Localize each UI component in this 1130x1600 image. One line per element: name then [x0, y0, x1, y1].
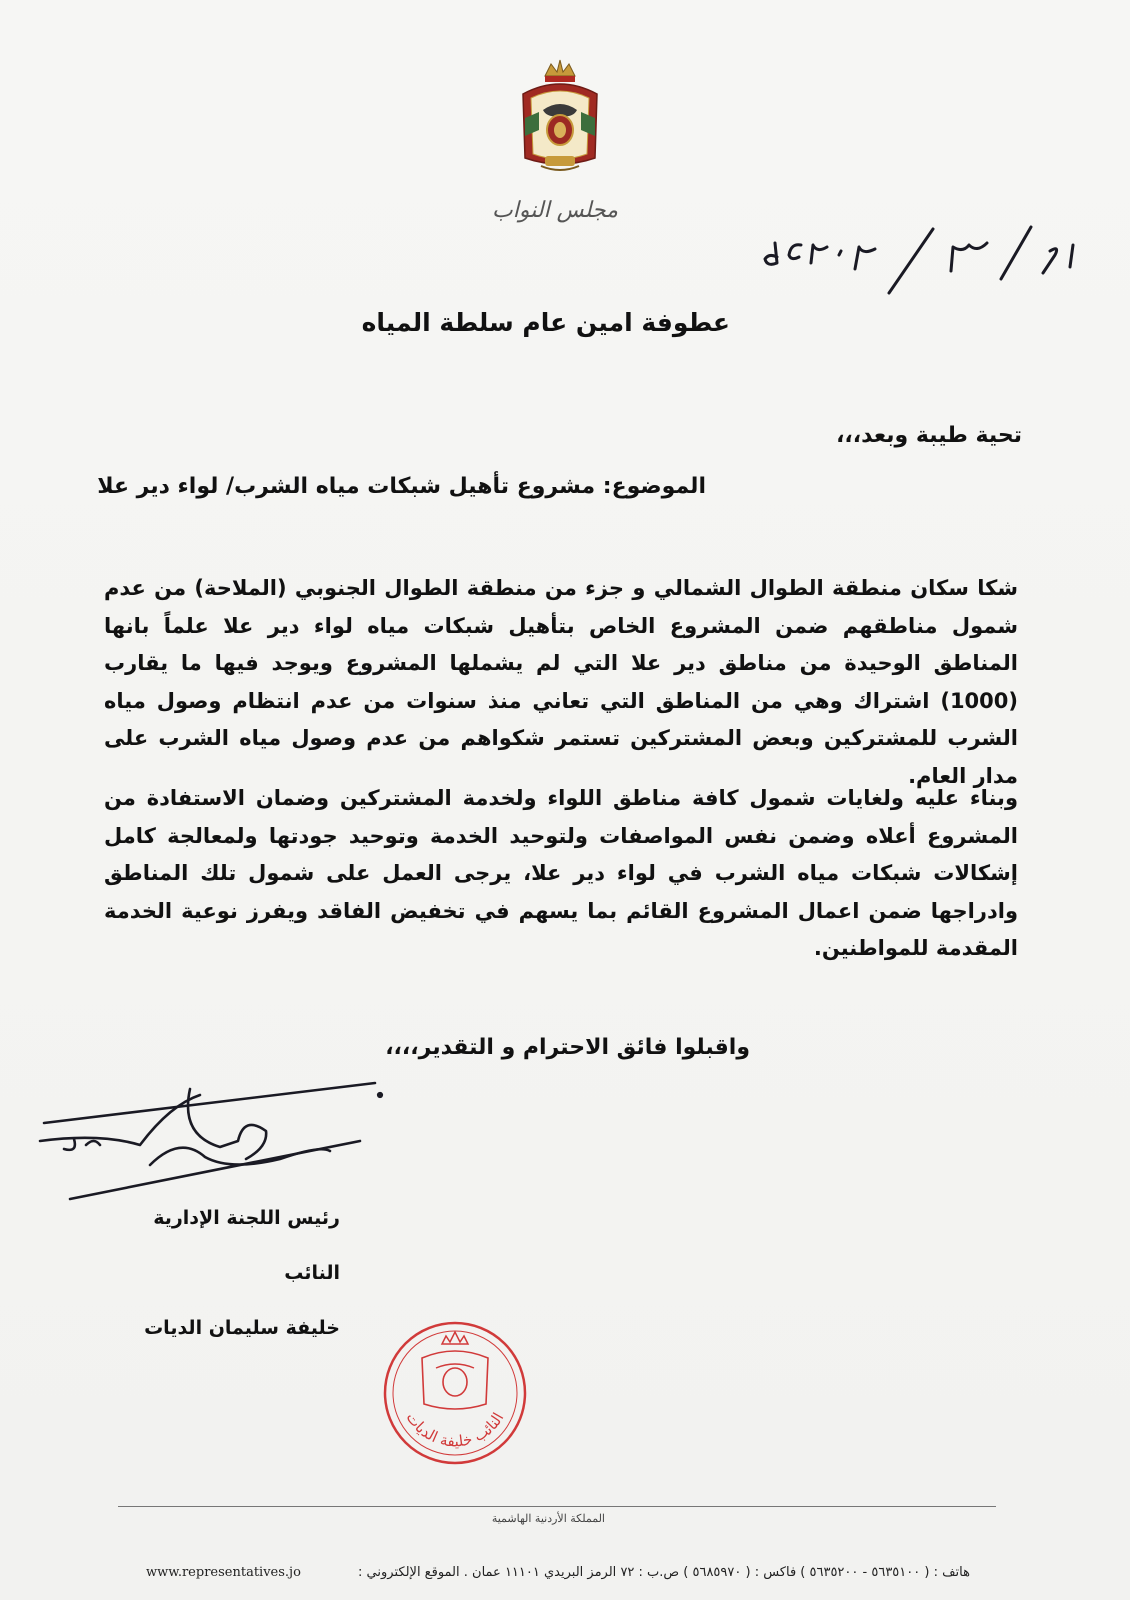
council-name [492, 198, 618, 238]
svg-text:النائب خليفة الديات [402, 1409, 507, 1451]
footer-divider [118, 1506, 996, 1507]
handwritten-signature [30, 1075, 400, 1205]
subject-line: الموضوع: مشروع تأهيل شبكات مياه الشرب/ لواء دير علا [97, 474, 706, 499]
closing-line: واقبلوا فائق الاحترام و التقدير،،،، [385, 1035, 750, 1060]
stamp-text: النائب خليفة الديات [402, 1408, 508, 1451]
footer-org: المملكة الأردنية الهاشمية [491, 1512, 605, 1525]
handwritten-date [755, 215, 1085, 305]
signatory-title: رئيس اللجنة الإدارية [153, 1207, 340, 1229]
signatory-name: خليفة سليمان الديات [144, 1317, 340, 1339]
footer-contact: هاتف : ( ٥٦٣٥١٠٠ - ٥٦٣٥٢٠٠ ) فاكس : ( ٥٦٨٥٩٧٠ ) ص.ب : ٧٢ الرمز البريدي ١١١٠١ عمان . الموقع الإلكتروني : [358, 1565, 970, 1580]
official-stamp-icon [380, 1318, 530, 1468]
footer-website-link[interactable]: www.representatives.jo [146, 1565, 301, 1580]
body-paragraph-1: شكا سكان منطقة الطوال الشمالي و جزء من منطقة الطوال الجنوبي (الملاحة) من عدم شمول مناطقهم ضمن المشروع الخاص بتأهيل شبكات مياه لواء دير علا علماً بانها المناطق الوحيدة من مناطق دير علا التي لم يشملها المشروع ويوجد فيها ما يقارب (1000) اشتراك وهي من المناطق التي تعاني منذ سنوات من عدم انتظام وصول مياه الشرب للمشتركين وبعض المشتركين تستمر شكواهم من عدم وصول مياه الشرب على مدار العام. [104, 576, 1018, 788]
council-name-text: مجلس النواب [492, 198, 618, 223]
jordan-coat-of-arms-icon [515, 58, 605, 178]
greeting: تحية طيبة وبعد،،، [836, 423, 1022, 448]
body-paragraph-2: وبناء عليه ولغايات شمول كافة مناطق اللواء ولخدمة المشتركين وضمان الاستفادة من المشروع أعلاه وضمن نفس المواصفات ولتوحيد الخدمة وتوحيد جودتها ولمعالجة كامل إشكالات شبكات مياه الشرب في لواء دير علا، يرجى العمل على شمول تلك المناطق وادراجها ضمن اعمال المشروع القائم بما يسهم في تخفيض الفاقد ويفرز نوعية الخدمة المقدمة للمواطنين. [104, 786, 1018, 960]
signatory-role: النائب [284, 1262, 340, 1284]
addressee: عطوفة امين عام سلطة المياه [361, 308, 730, 337]
